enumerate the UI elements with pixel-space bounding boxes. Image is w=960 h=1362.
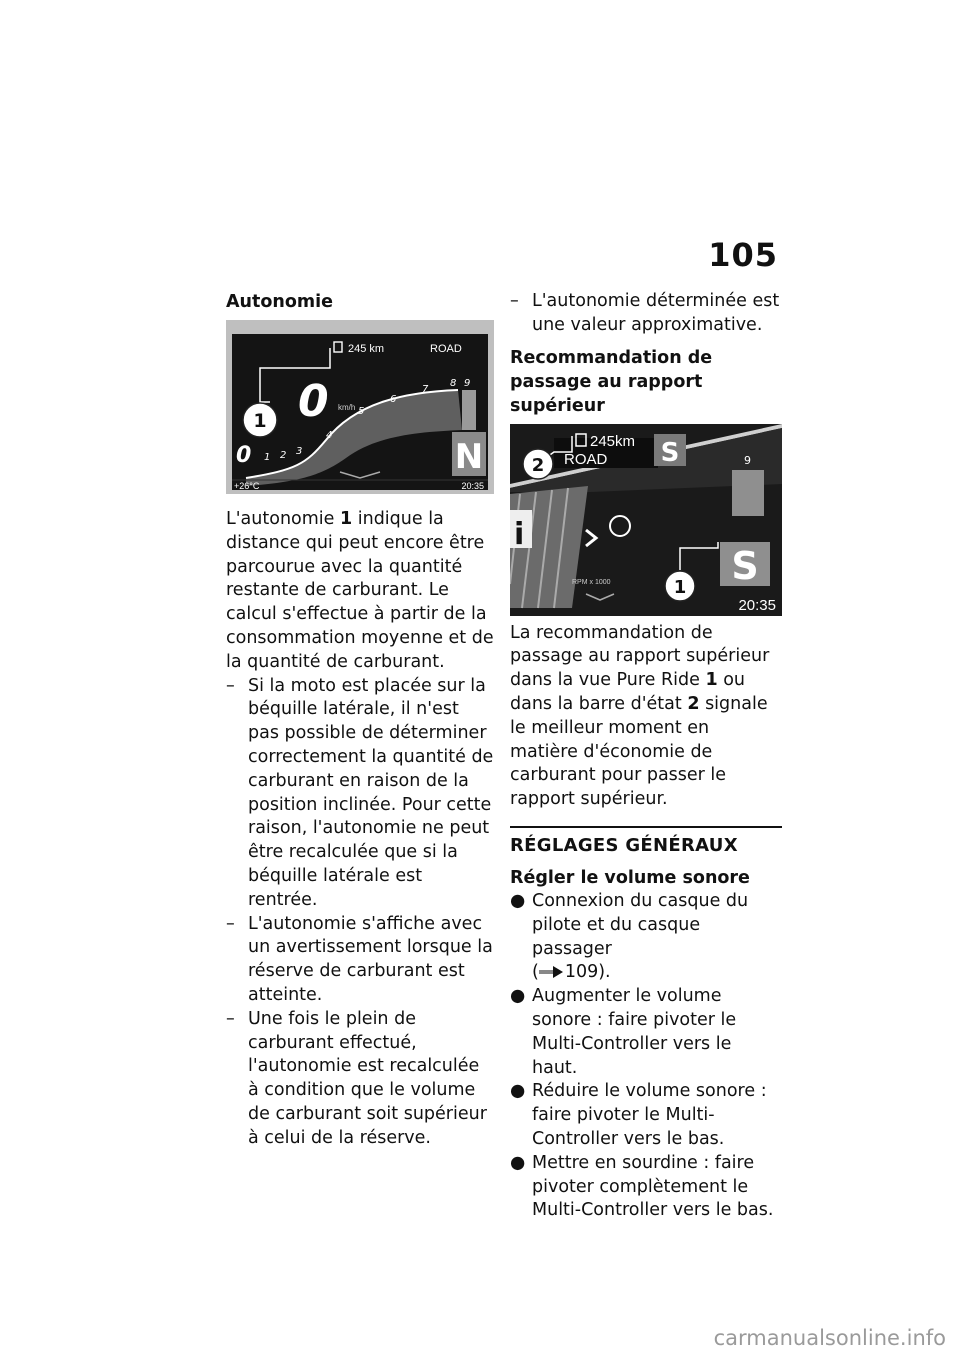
display2-tick: 9: [744, 453, 751, 467]
display2-range: 245km: [590, 432, 636, 450]
display-range: 245 km: [348, 343, 385, 355]
display-time: 20:35: [461, 481, 484, 491]
dash-marker-icon: –: [226, 675, 235, 696]
rpm-tick: 7: [422, 384, 429, 395]
rpm-tick: 1: [264, 452, 271, 463]
bullet-icon: ●: [510, 986, 526, 1007]
display-mode: ROAD: [430, 343, 462, 355]
bullet-icon: ●: [510, 1152, 526, 1173]
callout-ref-2: 2: [687, 693, 700, 714]
bullet-icon: ●: [510, 1081, 526, 1102]
dashboard-image-range: [226, 320, 494, 494]
dash-list-item: – Une fois le plein de carburant effectué, l'autonomie est recalculée à condition que le volume de carburant soit supérieur à celui de la réserve.: [226, 1008, 487, 1148]
dash-marker-icon: –: [226, 1008, 235, 1029]
dash-marker-icon: –: [510, 291, 519, 311]
dash-list-item: – L'autonomie déterminée est une valeur approximative.: [510, 291, 780, 335]
display2-rpm-label: RPM x 1000: [572, 578, 611, 586]
display2-shift-large: S: [731, 543, 759, 588]
rpm-tick: 8: [450, 378, 457, 389]
display2-shift-small: S: [660, 437, 680, 468]
page-number: 105: [708, 236, 778, 274]
page-reference[interactable]: 109).: [564, 962, 611, 983]
range-description: L'autonomie 1 indique la distance qui peut encore être parcourue avec la quantité restante de carburant. Le calcul s'effectue à partir de la consommation moyenne et de la quantité de carburant.: [226, 509, 494, 672]
page-reference-arrow-icon: [539, 966, 563, 978]
display-speed-unit: km/h: [338, 403, 356, 412]
dash-marker-icon: –: [226, 913, 235, 934]
display-callout: 1: [253, 410, 267, 432]
display-gear: N: [454, 437, 484, 477]
callout-ref-1: 1: [705, 670, 718, 691]
right-column: [510, 290, 782, 1223]
bullet-list-item: ● Connexion du casque du pilote et du casque passager ( 109).: [510, 890, 749, 983]
display2-mode: ROAD: [564, 450, 608, 468]
section-heading-upshift: Recommandation de passage au rapport supérieur: [510, 347, 713, 416]
bullet-list-item: ● Réduire le volume sonore : faire pivoter le Multi-Controller vers le bas.: [510, 1081, 767, 1149]
rpm-tick: 5: [358, 406, 365, 417]
rpm-tick: 4: [326, 430, 333, 441]
bullet-list-item: ● Augmenter le volume sonore : faire pivoter le Multi-Controller vers le haut.: [510, 986, 737, 1078]
bullet-icon: ●: [510, 890, 526, 911]
display2-callout-2: 2: [531, 454, 545, 476]
callout-ref-1: 1: [339, 509, 353, 529]
rpm-tick: 6: [390, 394, 397, 405]
rpm-tick: 2: [280, 450, 287, 461]
dashboard-image-upshift: [510, 424, 782, 616]
watermark[interactable]: carmanualsonline.info: [713, 1326, 946, 1350]
subheading-volume: Régler le volume sonore: [510, 867, 750, 888]
display-speed: 0: [298, 376, 329, 427]
display2-callout-1: 1: [673, 576, 687, 598]
display-gear-indicator: 0: [236, 443, 252, 468]
display-temperature: +26°C: [234, 481, 260, 491]
dash-list-item: – L'autonomie s'affiche avec un avertissement lorsque la réserve de carburant est atteinte.: [226, 913, 493, 1005]
rpm-tick: 9: [464, 378, 471, 389]
section-title-general-settings: RÉGLAGES GÉNÉRAUX: [510, 826, 782, 858]
info-icon: i: [514, 516, 525, 552]
rpm-tick: 3: [296, 446, 303, 457]
left-column: [226, 290, 494, 1151]
dash-list-item: – Si la moto est placée sur la béquille latérale, il n'est pas possible de déterminer correctement la quantité de carburant en raison de la position inclinée. Pour cette raison, l'autonomie ne peut être recalculée que si la béquille latérale est rentrée.: [226, 675, 494, 910]
section-heading-autonomie: Autonomie: [226, 292, 333, 312]
upshift-description: La recommandation de passage au rapport supérieur dans la vue Pure Ride 1 ou dans la barre d'état 2 signale le meilleur moment en matière d'économie de carburant pour passer le rapport supérieur.: [510, 622, 770, 810]
display2-time: 20:35: [738, 596, 776, 614]
bullet-list-item: ● Mettre en sourdine : faire pivoter complètement le Multi-Controller vers le bas.: [510, 1152, 774, 1221]
